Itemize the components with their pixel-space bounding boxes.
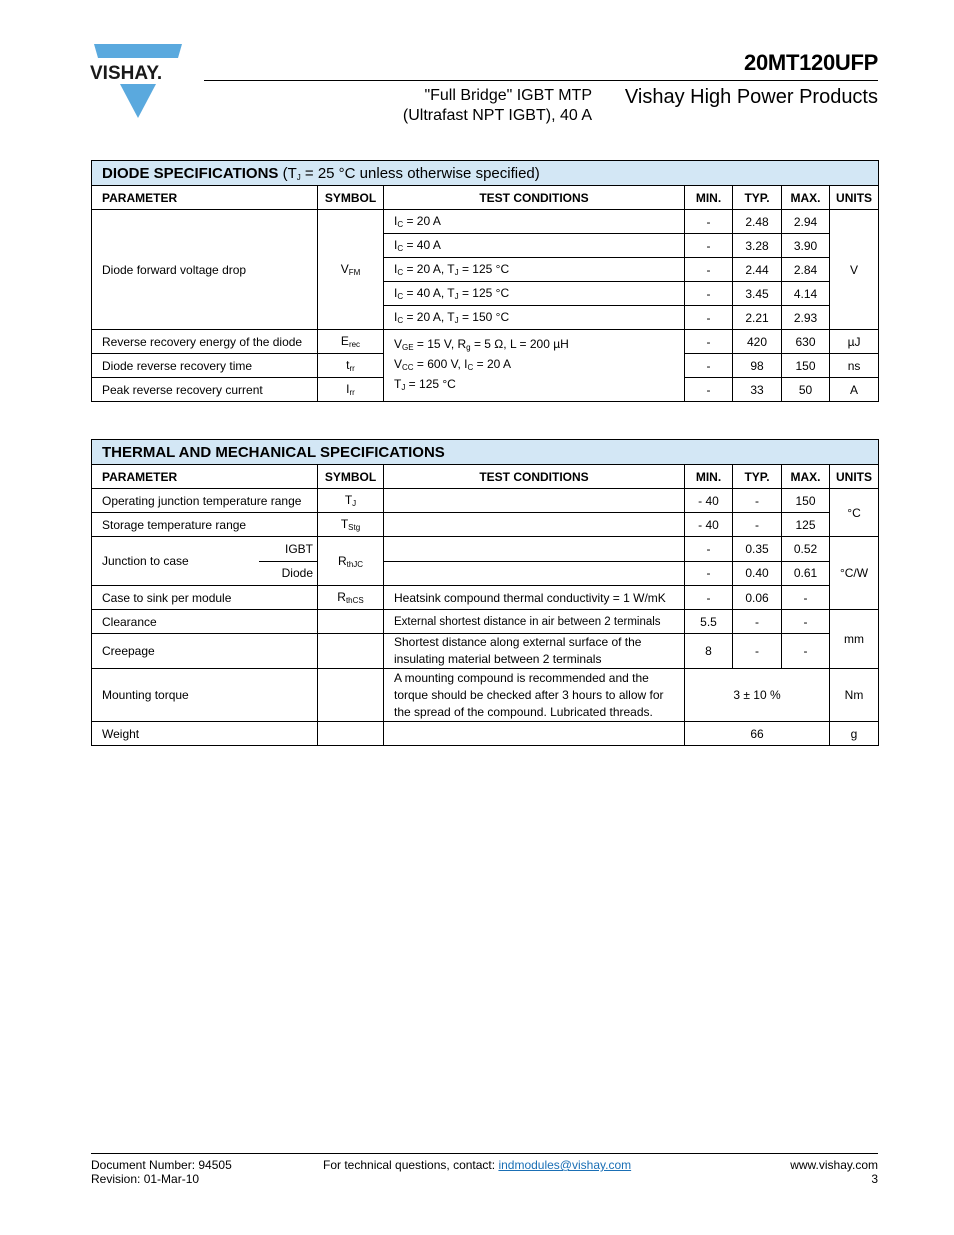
irr-parameter: Peak reverse recovery current [92,378,318,402]
temp-units: °C [830,489,879,537]
max-value: - [782,610,830,634]
col-min: MIN. [685,465,733,489]
diode-specifications-table [91,160,879,402]
rthcs-parameter: Case to sink per module [92,586,318,610]
logo-text: VISHAY. [90,63,163,84]
tstg-symbol: $T_{Stg}$ [318,513,384,537]
col-max: MAX. [782,186,830,210]
vfm-condition: $I_C = 40$ A [384,234,685,258]
footer-contact [323,1158,631,1172]
diode-table-title: DIODE SPECIFICATIONS ($T_J = 25$ °C unless otherwise specified) [92,161,879,186]
min-value: - 40 [685,489,733,513]
col-min: MIN. [685,186,733,210]
min-value: - [685,306,733,330]
diode-label: Diode [281,566,313,581]
recovery-conditions: $V_{GE} = 15$ V, $R_g = 5$ Ω, L = 200 µH $V_{CC} = 600$ V, $I_C = 20$ A $T_J = 125$ °C [384,330,685,402]
subtitle-line-1: "Full Bridge" IGBT MTP [424,87,592,104]
page-number: 3 [871,1172,878,1186]
table-row [92,586,879,610]
trr-symbol: $t_{rr}$ [318,354,384,378]
col-test-conditions: TEST CONDITIONS [384,465,685,489]
max-value: 2.93 [782,306,830,330]
col-max: MAX. [782,465,830,489]
rthcs-conditions: Heatsink compound thermal conductivity = 1 W/mK [384,586,685,610]
trr-parameter: Diode reverse recovery time [92,354,318,378]
max-value: 2.84 [782,258,830,282]
min-value: - [685,210,733,234]
max-value: 150 [782,489,830,513]
rthcs-symbol: $R_{thCS}$ [318,586,384,610]
typ-value: 2.48 [733,210,782,234]
min-value: - [685,234,733,258]
clearance-parameter: Clearance [92,610,318,634]
empty-symbol [318,634,384,669]
max-value: 150 [782,354,830,378]
empty-symbol [318,669,384,722]
col-units: UNITS [830,465,879,489]
table-row [92,669,879,722]
creepage-parameter: Creepage [92,634,318,669]
vfm-units: V [830,210,879,330]
tj-parameter: Operating junction temperature range [92,489,318,513]
table-row [92,537,879,562]
typ-value: 33 [733,378,782,402]
subtitle-line-2: (Ultrafast NPT IGBT), 40 A [402,107,592,124]
vfm-condition: $I_C = 20$ A, $T_J = 125$ °C [384,258,685,282]
tstg-parameter: Storage temperature range [92,513,318,537]
typ-value: - [733,513,782,537]
min-value: - [685,354,733,378]
typ-value: 0.35 [733,537,782,562]
table-row [92,634,879,669]
table-row [92,210,879,234]
table-row [92,330,879,354]
creepage-conditions: Shortest distance along external surface of the insulating material between 2 terminals [384,634,685,669]
max-value: 3.90 [782,234,830,258]
table-row [92,513,879,537]
vfm-condition: $I_C = 20$ A, $T_J = 150$ °C [384,306,685,330]
vfm-condition: $I_C = 20$ A [384,210,685,234]
thermal-table-title: THERMAL AND MECHANICAL SPECIFICATIONS [92,440,879,465]
min-value: - [685,378,733,402]
footer-site-info [790,1158,878,1186]
min-value: - [685,330,733,354]
min-value: 8 [685,634,733,669]
erec-parameter: Reverse recovery energy of the diode [92,330,318,354]
erec-symbol: $E_{rec}$ [318,330,384,354]
distance-units: mm [830,610,879,669]
typ-value: 2.44 [733,258,782,282]
tj-symbol: $T_J$ [318,489,384,513]
max-value: - [782,634,830,669]
empty-conditions [384,537,685,562]
junction-to-case-label: Junction to case [102,554,189,568]
website: www.vishay.com [790,1158,878,1172]
col-typ: TYP. [733,186,782,210]
min-value: - [685,282,733,306]
torque-units: Nm [830,669,879,722]
typ-value: 2.21 [733,306,782,330]
max-value: 2.94 [782,210,830,234]
table-row [92,489,879,513]
min-value: - [685,537,733,562]
typ-value: 0.40 [733,561,782,586]
weight-parameter: Weight [92,722,318,746]
max-value: 630 [782,330,830,354]
torque-parameter: Mounting torque [92,669,318,722]
empty-symbol [318,722,384,746]
units-value: ns [830,354,879,378]
min-value: - [685,586,733,610]
col-test-conditions: TEST CONDITIONS [384,186,685,210]
col-units: UNITS [830,186,879,210]
weight-value: 66 [685,722,830,746]
typ-value: 420 [733,330,782,354]
contact-prefix: For technical questions, contact: [323,1158,499,1172]
vfm-parameter: Diode forward voltage drop [92,210,318,330]
max-value: 0.52 [782,537,830,562]
typ-value: 0.06 [733,586,782,610]
typ-value: 3.28 [733,234,782,258]
vfm-condition: $I_C = 40$ A, $T_J = 125$ °C [384,282,685,306]
max-value: 4.14 [782,282,830,306]
rthjc-symbol: $R_{thJC}$ [318,537,384,586]
part-number: 20MT120UFP [744,50,878,75]
max-value: 0.61 [782,561,830,586]
typ-value: 98 [733,354,782,378]
empty-conditions [384,722,685,746]
col-parameter: PARAMETER [92,465,318,489]
rthjc-parameter [92,537,318,586]
col-parameter: PARAMETER [92,186,318,210]
weight-units: g [830,722,879,746]
empty-conditions [384,561,685,586]
table-row [92,610,879,634]
typ-value: - [733,489,782,513]
header-rule [204,80,878,81]
diode-header-row [92,186,879,210]
igbt-label: IGBT [259,537,317,562]
torque-value: 3 ± 10 % [685,669,830,722]
typ-value: - [733,634,782,669]
contact-email-link[interactable]: indmodules@vishay.com [498,1158,632,1172]
min-value: - 40 [685,513,733,537]
table-row [92,722,879,746]
thermal-mechanical-table [91,439,879,746]
thermal-units: °C/W [830,537,879,610]
revision: Revision: 01-Mar-10 [91,1172,200,1186]
max-value: 50 [782,378,830,402]
min-value: - [685,561,733,586]
irr-symbol: $I_{rr}$ [318,378,384,402]
max-value: - [782,586,830,610]
torque-conditions: A mounting compound is recommended and the torque should be checked after 3 hours to allow for the spread of the compound. Lubricated threads. [384,669,685,722]
clearance-conditions: External shortest distance in air between 2 terminals [384,610,685,634]
document-number: Document Number: 94505 [91,1158,232,1172]
units-value: µJ [830,330,879,354]
footer-doc-info [91,1158,232,1186]
empty-symbol [318,610,384,634]
product-subtitle [360,86,592,126]
vfm-symbol: $V_{FM}$ [318,210,384,330]
col-typ: TYP. [733,465,782,489]
empty-conditions [384,513,685,537]
brand-line: Vishay High Power Products [624,86,878,108]
col-symbol: SYMBOL [318,465,384,489]
typ-value: 3.45 [733,282,782,306]
units-value: A [830,378,879,402]
empty-conditions [384,489,685,513]
footer-rule [91,1153,878,1154]
col-symbol: SYMBOL [318,186,384,210]
vishay-logo [88,42,188,120]
typ-value: - [733,610,782,634]
min-value: 5.5 [685,610,733,634]
thermal-header-row [92,465,879,489]
min-value: - [685,258,733,282]
max-value: 125 [782,513,830,537]
